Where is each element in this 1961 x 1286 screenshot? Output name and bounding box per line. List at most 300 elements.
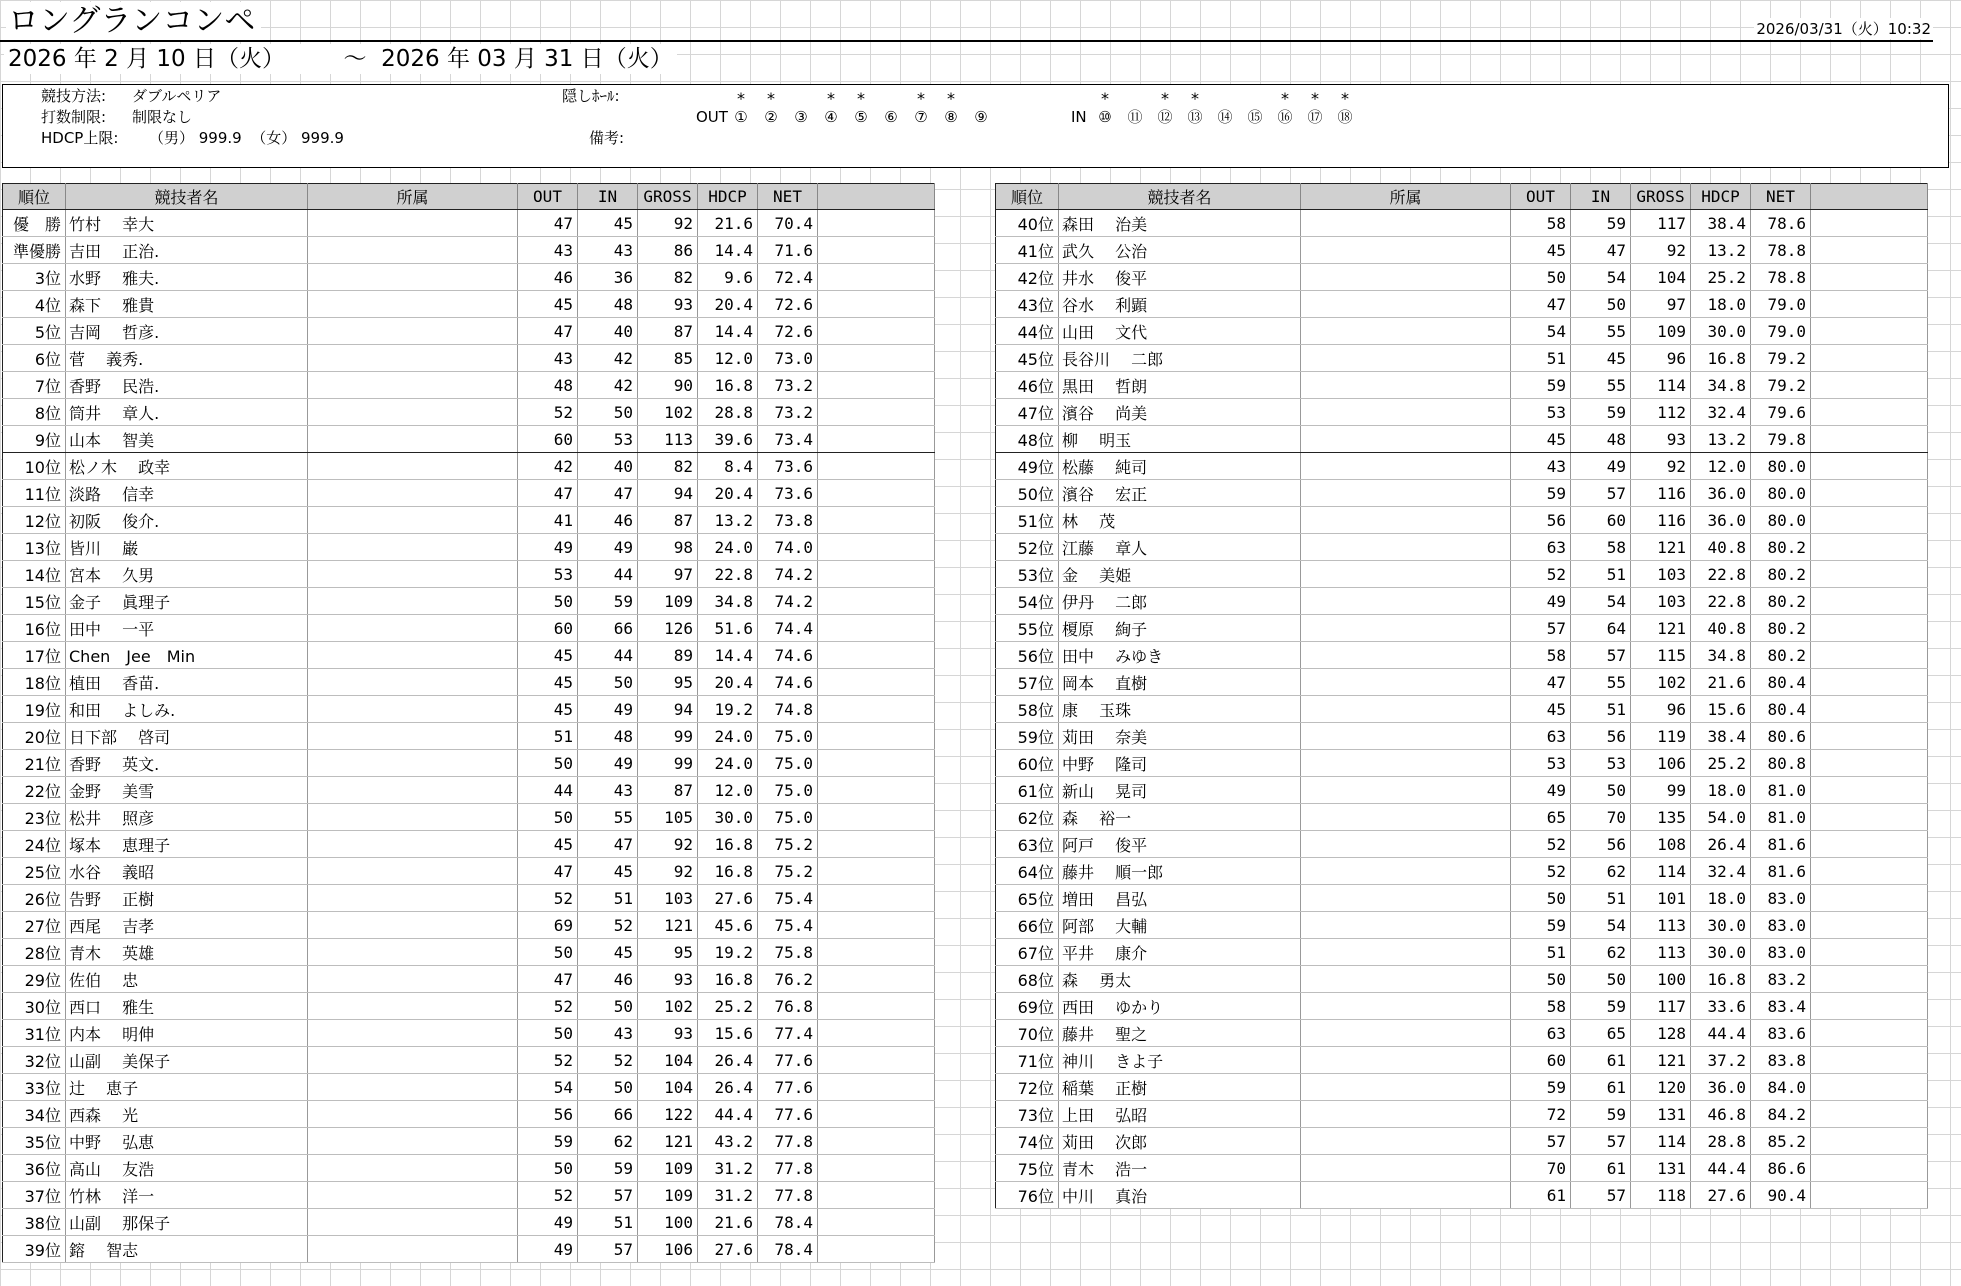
blank-cell <box>818 399 935 426</box>
gross-score-cell: 103 <box>638 885 698 912</box>
blank-cell <box>818 507 935 534</box>
hdcp-cell: 14.4 <box>698 642 758 669</box>
blank-cell <box>818 912 935 939</box>
result-row <box>996 453 1928 480</box>
hdcp-cell: 13.2 <box>698 507 758 534</box>
col-rank-header: 順位 <box>996 184 1059 210</box>
result-row <box>996 534 1928 561</box>
result-row <box>996 669 1928 696</box>
gross-score-cell: 128 <box>1631 1020 1691 1047</box>
rank-cell: 42位 <box>996 264 1059 291</box>
blank-cell <box>818 345 935 372</box>
hdcp-cell: 16.8 <box>1691 345 1751 372</box>
affiliation-cell <box>308 723 518 750</box>
gross-score-cell: 113 <box>1631 939 1691 966</box>
hdcp-cell: 18.0 <box>1691 777 1751 804</box>
in-score-cell: 51 <box>578 885 638 912</box>
gross-score-cell: 109 <box>638 1155 698 1182</box>
result-row <box>3 912 935 939</box>
out-score-cell: 47 <box>518 480 578 507</box>
gross-score-cell: 117 <box>1631 210 1691 237</box>
player-name-cell: 長谷川 二郎 <box>1059 345 1301 372</box>
result-row <box>996 237 1928 264</box>
net-score-cell: 76.8 <box>758 993 818 1020</box>
blank-cell <box>1811 345 1928 372</box>
player-name-cell: 江藤 章人 <box>1059 534 1301 561</box>
in-score-cell: 64 <box>1571 615 1631 642</box>
player-name-cell: 松井 照彦 <box>66 804 308 831</box>
hdcp-cell: 19.2 <box>698 939 758 966</box>
gross-score-cell: 122 <box>638 1101 698 1128</box>
affiliation-cell <box>1301 534 1511 561</box>
net-score-cell: 74.4 <box>758 615 818 642</box>
in-score-cell: 62 <box>1571 939 1631 966</box>
in-score-cell: 55 <box>1571 372 1631 399</box>
player-name-cell: 康 玉珠 <box>1059 696 1301 723</box>
affiliation-cell <box>1301 210 1511 237</box>
out-score-cell: 63 <box>1511 1020 1571 1047</box>
result-row <box>996 831 1928 858</box>
out-score-cell: 47 <box>518 318 578 345</box>
in-score-cell: 40 <box>578 453 638 480</box>
rank-cell: 10位 <box>3 453 66 480</box>
affiliation-cell <box>308 534 518 561</box>
net-score-cell: 80.0 <box>1751 480 1811 507</box>
hdcp-cell: 45.6 <box>698 912 758 939</box>
rank-cell: 61位 <box>996 777 1059 804</box>
player-name-cell: 山田 文代 <box>1059 318 1301 345</box>
player-name-cell: 菅 義秀. <box>66 345 308 372</box>
gross-score-cell: 96 <box>1631 696 1691 723</box>
rank-cell: 73位 <box>996 1101 1059 1128</box>
affiliation-cell <box>308 939 518 966</box>
rank-cell: 18位 <box>3 669 66 696</box>
net-score-cell: 79.2 <box>1751 345 1811 372</box>
col-gross-header: GROSS <box>1631 184 1691 210</box>
hdcp-cell: 25.2 <box>1691 264 1751 291</box>
affiliation-cell <box>1301 318 1511 345</box>
net-score-cell: 83.8 <box>1751 1047 1811 1074</box>
rank-cell: 準優勝 <box>3 237 66 264</box>
rank-cell: 6位 <box>3 345 66 372</box>
affiliation-cell <box>308 291 518 318</box>
out-score-cell: 45 <box>518 669 578 696</box>
hdcp-cell: 15.6 <box>698 1020 758 1047</box>
blank-cell <box>1811 507 1928 534</box>
rank-cell: 8位 <box>3 399 66 426</box>
player-name-cell: 金子 眞理子 <box>66 588 308 615</box>
rank-cell: 46位 <box>996 372 1059 399</box>
gross-score-cell: 121 <box>1631 1047 1691 1074</box>
result-row <box>3 1047 935 1074</box>
out-score-cell: 60 <box>518 426 578 453</box>
player-name-cell: 香野 英文. <box>66 750 308 777</box>
in-score-cell: 51 <box>1571 561 1631 588</box>
rank-cell: 35位 <box>3 1128 66 1155</box>
blank-cell <box>818 1074 935 1101</box>
hdcp-cell: 25.2 <box>698 993 758 1020</box>
affiliation-cell <box>308 318 518 345</box>
player-name-cell: 金野 美雪 <box>66 777 308 804</box>
competition-info-box <box>2 84 1949 168</box>
player-name-cell: 井水 俊平 <box>1059 264 1301 291</box>
gross-score-cell: 93 <box>638 966 698 993</box>
out-score-cell: 45 <box>1511 237 1571 264</box>
result-row <box>996 588 1928 615</box>
blank-cell <box>1811 1101 1928 1128</box>
player-name-cell: 西口 雅生 <box>66 993 308 1020</box>
gross-score-cell: 99 <box>638 750 698 777</box>
result-row <box>3 804 935 831</box>
col-in-header: IN <box>1571 184 1631 210</box>
net-score-cell: 75.2 <box>758 858 818 885</box>
hdcp-cell: 22.8 <box>1691 588 1751 615</box>
player-name-cell: 日下部 啓司 <box>66 723 308 750</box>
rank-cell: 60位 <box>996 750 1059 777</box>
out-score-cell: 60 <box>518 615 578 642</box>
gross-score-cell: 102 <box>638 399 698 426</box>
gross-score-cell: 100 <box>638 1209 698 1236</box>
in-score-cell: 55 <box>1571 318 1631 345</box>
player-name-cell: 和田 よしみ. <box>66 696 308 723</box>
rank-cell: 57位 <box>996 669 1059 696</box>
net-score-cell: 76.2 <box>758 966 818 993</box>
col-rank-header: 順位 <box>3 184 66 210</box>
net-score-cell: 73.8 <box>758 507 818 534</box>
col-name-header: 競技者名 <box>66 184 308 210</box>
blank-cell <box>818 372 935 399</box>
affiliation-cell <box>1301 993 1511 1020</box>
out-score-cell: 53 <box>1511 750 1571 777</box>
out-score-cell: 54 <box>1511 318 1571 345</box>
gross-score-cell: 87 <box>638 777 698 804</box>
hidden-holes-label: 隠しﾎｰﾙ: <box>562 87 620 105</box>
results-table-left <box>2 183 935 1263</box>
gross-score-cell: 100 <box>1631 966 1691 993</box>
in-score-cell: 48 <box>578 291 638 318</box>
in-score-cell: 70 <box>1571 804 1631 831</box>
gross-score-cell: 92 <box>1631 453 1691 480</box>
out-holes-label: OUT <box>696 108 728 126</box>
hdcp-cell: 32.4 <box>1691 399 1751 426</box>
player-name-cell: 高山 友浩 <box>66 1155 308 1182</box>
blank-cell <box>1811 831 1928 858</box>
hole-17-number: ⑰ <box>1307 108 1323 126</box>
net-score-cell: 83.0 <box>1751 939 1811 966</box>
out-score-cell: 63 <box>1511 534 1571 561</box>
result-row <box>3 642 935 669</box>
affiliation-cell <box>308 1155 518 1182</box>
out-score-cell: 49 <box>518 534 578 561</box>
affiliation-cell <box>1301 1020 1511 1047</box>
net-score-cell: 81.0 <box>1751 777 1811 804</box>
result-row <box>996 1047 1928 1074</box>
in-score-cell: 47 <box>1571 237 1631 264</box>
out-score-cell: 53 <box>518 561 578 588</box>
rank-cell: 56位 <box>996 642 1059 669</box>
result-row <box>996 885 1928 912</box>
in-score-cell: 42 <box>578 345 638 372</box>
col-affiliation-header: 所属 <box>308 184 518 210</box>
player-name-cell: 武久 公治 <box>1059 237 1301 264</box>
hole-15-number: ⑮ <box>1247 108 1263 126</box>
in-score-cell: 59 <box>1571 1101 1631 1128</box>
player-name-cell: 鎔 智志 <box>66 1236 308 1263</box>
rank-cell: 29位 <box>3 966 66 993</box>
hdcp-cell: 26.4 <box>698 1074 758 1101</box>
net-score-cell: 79.8 <box>1751 426 1811 453</box>
rank-cell: 32位 <box>3 1047 66 1074</box>
blank-cell <box>818 1182 935 1209</box>
affiliation-cell <box>1301 426 1511 453</box>
rank-cell: 67位 <box>996 939 1059 966</box>
rank-cell: 7位 <box>3 372 66 399</box>
blank-cell <box>1811 534 1928 561</box>
in-score-cell: 59 <box>578 1155 638 1182</box>
hdcp-cell: 26.4 <box>1691 831 1751 858</box>
affiliation-cell <box>1301 291 1511 318</box>
hole-11-number: ⑪ <box>1127 108 1143 126</box>
col-in-header: IN <box>578 184 638 210</box>
blank-cell <box>818 480 935 507</box>
in-score-cell: 49 <box>578 696 638 723</box>
net-score-cell: 85.2 <box>1751 1128 1811 1155</box>
net-score-cell: 86.6 <box>1751 1155 1811 1182</box>
hdcp-limit-label: HDCP上限: <box>41 129 119 147</box>
blank-cell <box>818 669 935 696</box>
affiliation-cell <box>1301 912 1511 939</box>
out-score-cell: 58 <box>1511 642 1571 669</box>
in-score-cell: 50 <box>1571 291 1631 318</box>
hdcp-cell: 32.4 <box>1691 858 1751 885</box>
hdcp-cell: 38.4 <box>1691 723 1751 750</box>
blank-cell <box>1811 264 1928 291</box>
out-score-cell: 50 <box>518 588 578 615</box>
hdcp-cell: 20.4 <box>698 669 758 696</box>
hdcp-cell: 16.8 <box>698 966 758 993</box>
result-row <box>996 993 1928 1020</box>
hdcp-cell: 37.2 <box>1691 1047 1751 1074</box>
hdcp-cell: 31.2 <box>698 1182 758 1209</box>
blank-cell <box>1811 480 1928 507</box>
result-row <box>996 264 1928 291</box>
in-score-cell: 52 <box>578 1047 638 1074</box>
hole-8-number: ⑧ <box>944 108 958 126</box>
result-row <box>3 372 935 399</box>
result-row <box>996 291 1928 318</box>
player-name-cell: 淡路 信幸 <box>66 480 308 507</box>
result-row <box>3 588 935 615</box>
in-score-cell: 58 <box>1571 534 1631 561</box>
affiliation-cell <box>308 1020 518 1047</box>
net-score-cell: 78.4 <box>758 1236 818 1263</box>
affiliation-cell <box>1301 345 1511 372</box>
results-table-right <box>995 183 1928 1209</box>
result-row <box>3 669 935 696</box>
blank-cell <box>818 210 935 237</box>
affiliation-cell <box>1301 723 1511 750</box>
in-score-cell: 57 <box>578 1236 638 1263</box>
in-score-cell: 59 <box>1571 993 1631 1020</box>
blank-cell <box>818 696 935 723</box>
affiliation-cell <box>308 966 518 993</box>
rank-cell: 47位 <box>996 399 1059 426</box>
net-score-cell: 73.6 <box>758 453 818 480</box>
rank-cell: 27位 <box>3 912 66 939</box>
out-score-cell: 52 <box>1511 858 1571 885</box>
affiliation-cell <box>1301 507 1511 534</box>
affiliation-cell <box>308 1182 518 1209</box>
result-row <box>996 345 1928 372</box>
result-row <box>3 777 935 804</box>
hdcp-cell: 27.6 <box>698 1236 758 1263</box>
out-score-cell: 49 <box>518 1236 578 1263</box>
rank-cell: 41位 <box>996 237 1059 264</box>
hdcp-cell: 24.0 <box>698 723 758 750</box>
result-row <box>996 696 1928 723</box>
out-score-cell: 45 <box>518 696 578 723</box>
in-score-cell: 59 <box>1571 210 1631 237</box>
gross-score-cell: 95 <box>638 939 698 966</box>
blank-cell <box>818 885 935 912</box>
in-score-cell: 57 <box>1571 480 1631 507</box>
out-score-cell: 61 <box>1511 1182 1571 1209</box>
hidden-hole-10-marker: * <box>1101 89 1109 108</box>
rank-cell: 3位 <box>3 264 66 291</box>
rank-cell: 21位 <box>3 750 66 777</box>
out-score-cell: 43 <box>1511 453 1571 480</box>
result-row <box>3 1155 935 1182</box>
player-name-cell: 榎原 絢子 <box>1059 615 1301 642</box>
rank-cell: 11位 <box>3 480 66 507</box>
player-name-cell: 吉田 正治. <box>66 237 308 264</box>
hdcp-cell: 38.4 <box>1691 210 1751 237</box>
affiliation-cell <box>1301 561 1511 588</box>
result-row <box>996 399 1928 426</box>
net-score-cell: 81.0 <box>1751 804 1811 831</box>
rank-cell: 54位 <box>996 588 1059 615</box>
in-score-cell: 50 <box>578 399 638 426</box>
result-row <box>3 1236 935 1263</box>
player-name-cell: 内本 明伸 <box>66 1020 308 1047</box>
net-score-cell: 75.0 <box>758 723 818 750</box>
blank-cell <box>1811 858 1928 885</box>
rank-cell: 71位 <box>996 1047 1059 1074</box>
blank-cell <box>818 561 935 588</box>
result-row <box>996 777 1928 804</box>
rank-cell: 5位 <box>3 318 66 345</box>
player-name-cell: 柳 明玉 <box>1059 426 1301 453</box>
net-score-cell: 75.0 <box>758 750 818 777</box>
net-score-cell: 78.4 <box>758 1209 818 1236</box>
blank-cell <box>818 426 935 453</box>
player-name-cell: 濱谷 宏正 <box>1059 480 1301 507</box>
blank-cell <box>1811 291 1928 318</box>
player-name-cell: 山本 智美 <box>66 426 308 453</box>
gross-score-cell: 102 <box>638 993 698 1020</box>
blank-cell <box>1811 966 1928 993</box>
in-score-cell: 57 <box>578 1182 638 1209</box>
net-score-cell: 80.2 <box>1751 588 1811 615</box>
out-score-cell: 60 <box>1511 1047 1571 1074</box>
out-score-cell: 50 <box>518 1020 578 1047</box>
gross-score-cell: 104 <box>638 1074 698 1101</box>
result-row <box>996 858 1928 885</box>
affiliation-cell <box>1301 399 1511 426</box>
out-score-cell: 59 <box>1511 480 1571 507</box>
out-score-cell: 45 <box>1511 696 1571 723</box>
player-name-cell: 水野 雅夫. <box>66 264 308 291</box>
rank-cell: 40位 <box>996 210 1059 237</box>
out-score-cell: 51 <box>518 723 578 750</box>
affiliation-cell <box>308 912 518 939</box>
player-name-cell: 森下 雅貴 <box>66 291 308 318</box>
hdcp-cell: 20.4 <box>698 480 758 507</box>
net-score-cell: 80.0 <box>1751 453 1811 480</box>
stroke-limit-value: 制限なし <box>132 108 193 126</box>
affiliation-cell <box>1301 237 1511 264</box>
hdcp-limit-value: （男） 999.9 （女） 999.9 <box>149 129 344 147</box>
player-name-cell: 森 裕一 <box>1059 804 1301 831</box>
rank-cell: 4位 <box>3 291 66 318</box>
in-score-cell: 51 <box>578 1209 638 1236</box>
hdcp-cell: 40.8 <box>1691 534 1751 561</box>
affiliation-cell <box>308 507 518 534</box>
result-row <box>3 453 935 480</box>
player-name-cell: 森 勇太 <box>1059 966 1301 993</box>
blank-cell <box>1811 777 1928 804</box>
result-row <box>3 1182 935 1209</box>
affiliation-cell <box>308 561 518 588</box>
gross-score-cell: 115 <box>1631 642 1691 669</box>
hidden-hole-16-marker: * <box>1281 89 1289 108</box>
affiliation-cell <box>308 453 518 480</box>
hdcp-cell: 39.6 <box>698 426 758 453</box>
gross-score-cell: 135 <box>1631 804 1691 831</box>
player-name-cell: 新山 晃司 <box>1059 777 1301 804</box>
player-name-cell: 稲葉 正樹 <box>1059 1074 1301 1101</box>
hdcp-cell: 14.4 <box>698 237 758 264</box>
rank-cell: 26位 <box>3 885 66 912</box>
net-score-cell: 84.0 <box>1751 1074 1811 1101</box>
player-name-cell: 竹林 洋一 <box>66 1182 308 1209</box>
gross-score-cell: 87 <box>638 318 698 345</box>
affiliation-cell <box>308 993 518 1020</box>
in-score-cell: 62 <box>578 1128 638 1155</box>
hdcp-cell: 19.2 <box>698 696 758 723</box>
col-out-header: OUT <box>518 184 578 210</box>
blank-cell <box>1811 993 1928 1020</box>
blank-cell <box>1811 237 1928 264</box>
result-row <box>3 318 935 345</box>
blank-cell <box>818 615 935 642</box>
blank-cell <box>1811 804 1928 831</box>
hole-7-number: ⑦ <box>914 108 928 126</box>
hdcp-cell: 21.6 <box>698 210 758 237</box>
result-row <box>3 750 935 777</box>
affiliation-cell <box>1301 777 1511 804</box>
net-score-cell: 73.2 <box>758 399 818 426</box>
blank-cell <box>818 966 935 993</box>
rank-cell: 15位 <box>3 588 66 615</box>
title-underline <box>0 40 1933 42</box>
in-score-cell: 45 <box>1571 345 1631 372</box>
out-score-cell: 50 <box>518 804 578 831</box>
net-score-cell: 71.6 <box>758 237 818 264</box>
result-row <box>996 1074 1928 1101</box>
gross-score-cell: 97 <box>638 561 698 588</box>
rank-cell: 70位 <box>996 1020 1059 1047</box>
